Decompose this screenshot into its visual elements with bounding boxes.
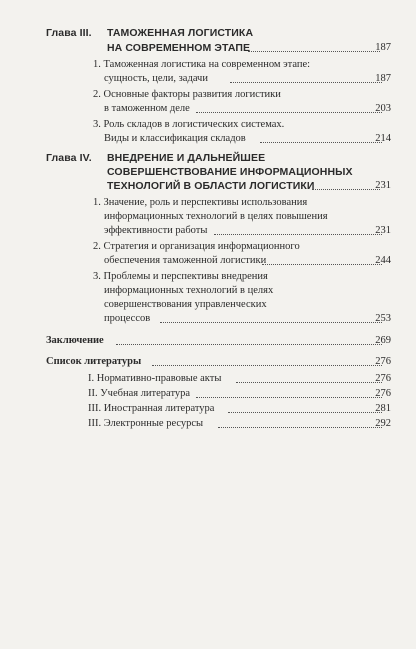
toc-entry[interactable]	[0, 284, 416, 298]
chapter-4-heading-cont[interactable]	[0, 165, 416, 179]
chapter-4-page: 231	[375, 180, 391, 191]
section-4-1-page: 231	[375, 225, 391, 236]
toc-entry[interactable]	[0, 88, 416, 102]
toc-entry[interactable]	[0, 312, 416, 326]
dot-leader	[196, 112, 382, 113]
section-4-1-line1: 1. Значение, роль и перспективы использования	[93, 197, 308, 208]
section-3-3-line1: 3. Роль складов в логистических системах.	[93, 119, 285, 130]
chapter-3-title-line2: НА СОВРЕМЕННОМ ЭТАПЕ	[107, 42, 251, 54]
section-4-3-line4: процессов	[104, 313, 151, 324]
section-3-1-line1: 1. Таможенная логистика на современном этапе:	[93, 59, 311, 70]
bibliography-item-2: II. Учебная литература	[88, 388, 191, 399]
section-3-1-page: 187	[375, 73, 391, 84]
dot-leader	[196, 397, 382, 398]
bibliography-item-2-page: 276	[375, 388, 391, 399]
conclusion-entry[interactable]	[0, 334, 416, 348]
section-4-3-line1: 3. Проблемы и перспективы внедрения	[93, 271, 268, 282]
dot-leader	[116, 344, 382, 345]
bibliography-label: Список литературы	[46, 356, 142, 367]
toc-entry[interactable]	[0, 132, 416, 146]
section-4-1-line2: информационных технологий в целях повышения	[104, 211, 328, 222]
dot-leader	[262, 264, 382, 265]
section-3-3-line2: Виды и классификация складов	[104, 133, 246, 144]
chapter-4-heading-cont[interactable]	[0, 179, 416, 193]
toc-entry[interactable]	[0, 224, 416, 238]
chapter-3-page: 187	[375, 42, 391, 53]
chapter-3-label: Глава III.	[46, 27, 92, 39]
toc-entry[interactable]	[0, 196, 416, 210]
section-3-2-page: 203	[375, 103, 391, 114]
conclusion-label: Заключение	[46, 335, 104, 346]
dot-leader	[160, 322, 382, 323]
chapter-3-title-line1: ТАМОЖЕННАЯ ЛОГИСТИКА	[107, 27, 254, 39]
section-3-1-line2: сущность, цели, задачи	[104, 73, 208, 84]
section-4-2-line1: 2. Стратегия и организация информационного	[93, 241, 300, 252]
toc-entry[interactable]	[0, 240, 416, 254]
section-4-3-line3: совершенствования управленческих	[104, 299, 267, 310]
toc-entry[interactable]	[0, 372, 416, 386]
toc-entry[interactable]	[0, 118, 416, 132]
toc-entry[interactable]	[0, 298, 416, 312]
toc-entry[interactable]	[0, 58, 416, 72]
section-3-2-line2: в таможенном деле	[104, 103, 190, 114]
chapter-4-title-line3: ТЕХНОЛОГИЙ В ОБЛАСТИ ЛОГИСТИКИ	[107, 180, 315, 192]
section-4-3-page: 253	[375, 313, 391, 324]
chapter-3-heading[interactable]	[0, 26, 416, 40]
toc-entry[interactable]	[0, 210, 416, 224]
section-4-2-line2: обеспечения таможенной логистики	[104, 255, 267, 266]
dot-leader	[260, 142, 382, 143]
toc-entry[interactable]	[0, 102, 416, 116]
dot-leader	[236, 382, 382, 383]
toc-entry[interactable]	[0, 402, 416, 416]
bibliography-page: 276	[375, 356, 391, 367]
dot-leader	[152, 365, 382, 366]
conclusion-page: 269	[375, 335, 391, 346]
chapter-4-label: Глава IV.	[46, 152, 92, 164]
section-3-3-page: 214	[375, 133, 391, 144]
bibliography-item-3-page: 281	[375, 403, 391, 414]
bibliography-item-4-page: 292	[375, 418, 391, 429]
section-3-2-line1: 2. Основные факторы развития логистики	[93, 89, 281, 100]
bibliography-entry[interactable]	[0, 355, 416, 369]
toc-entry[interactable]	[0, 387, 416, 401]
section-4-2-page: 244	[375, 255, 391, 266]
dot-leader	[218, 427, 382, 428]
toc-entry[interactable]	[0, 270, 416, 284]
dot-leader	[312, 189, 380, 190]
section-4-3-line2: информационных технологий в целях	[104, 285, 274, 296]
chapter-4-title-line2: СОВЕРШЕНСТВОВАНИЕ ИНФОРМАЦИОННЫХ	[107, 166, 353, 178]
bibliography-item-1-page: 276	[375, 373, 391, 384]
chapter-4-title-line1: ВНЕДРЕНИЕ И ДАЛЬНЕЙШЕЕ	[107, 152, 266, 164]
bibliography-item-1: I. Нормативно-правовые акты	[88, 373, 222, 384]
dot-leader	[248, 51, 380, 52]
toc-entry[interactable]	[0, 72, 416, 86]
chapter-3-heading-cont[interactable]	[0, 41, 416, 55]
toc-entry[interactable]	[0, 254, 416, 268]
dot-leader	[228, 412, 382, 413]
dot-leader	[230, 82, 382, 83]
bibliography-item-4: III. Электронные ресурсы	[88, 418, 204, 429]
chapter-4-heading[interactable]	[0, 151, 416, 165]
bibliography-item-3: III. Иностранная литература	[88, 403, 215, 414]
section-4-1-line3: эффективности работы	[104, 225, 208, 236]
dot-leader	[214, 234, 382, 235]
toc-entry[interactable]	[0, 417, 416, 431]
